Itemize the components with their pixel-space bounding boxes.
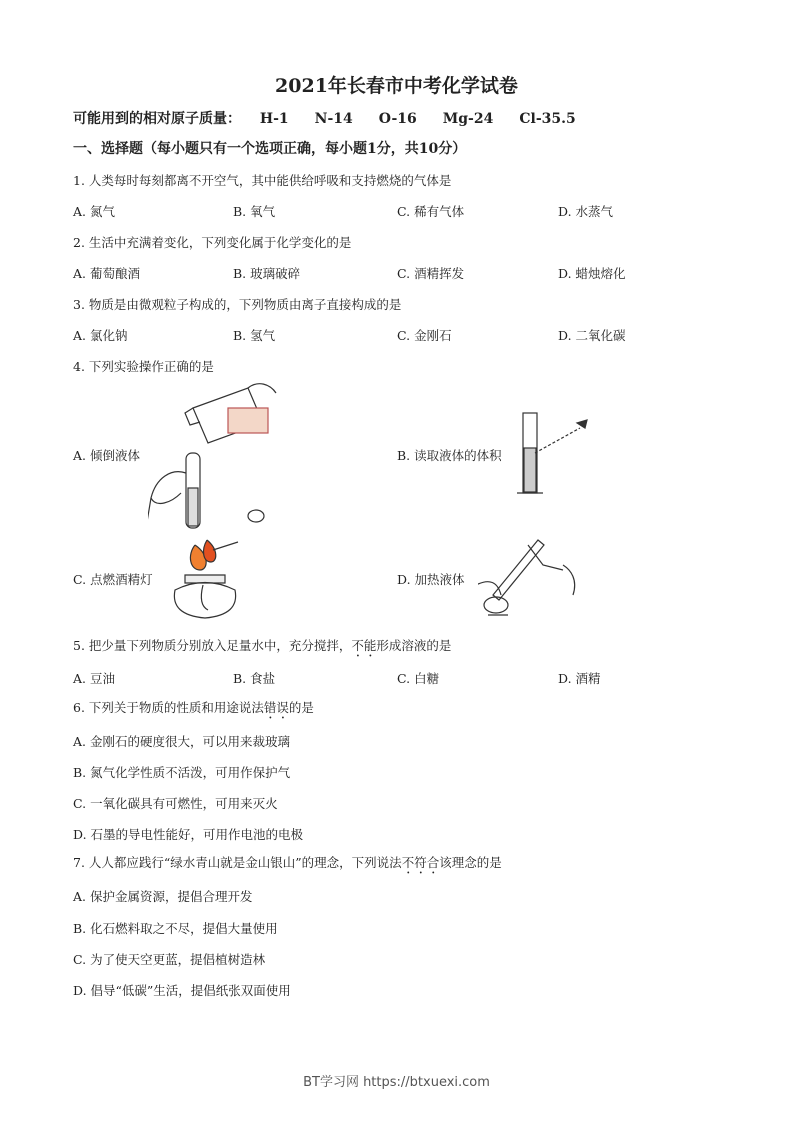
question-text: 6. 下列关于物质的性质和用途说法	[73, 700, 264, 715]
option: B. 化石燃料取之不尽，提倡大量使用	[73, 921, 278, 936]
option: C. 金刚石	[397, 328, 452, 343]
question-5	[73, 638, 451, 660]
emphasized-text: 不符合	[401, 855, 440, 870]
question-1: 1. 人类每时每刻都离不开空气，其中能供给呼吸和支持燃烧的气体是	[73, 173, 452, 188]
option: D. 二氧化碳	[558, 328, 626, 343]
option: C. 点燃酒精灯	[73, 572, 153, 587]
emphasized-text: 错误	[263, 700, 289, 715]
option: D. 加热液体	[397, 572, 465, 587]
option: B. 氮气化学性质不活泼，可用作保护气	[73, 765, 291, 780]
option: A. 豆油	[73, 671, 115, 686]
option: C. 一氧化碳具有可燃性，可用来灭火	[73, 796, 278, 811]
option: A. 倾倒液体	[73, 448, 140, 463]
question-7	[73, 855, 502, 877]
question-text: 形成溶液的是	[376, 638, 452, 653]
footer-watermark: BT学习网 https://btxuexi.com	[303, 1075, 490, 1090]
atomic-masses	[73, 111, 576, 127]
question-text: 该理念的是	[439, 855, 502, 870]
section-heading: 一、选择题（每小题只有一个选项正确，每小题1分，共10分）	[73, 141, 467, 157]
alcohol-lamp-figure	[165, 535, 240, 620]
option: D. 蜡烛熔化	[558, 266, 626, 281]
option: A. 金刚石的硬度很大，可以用来裁玻璃	[73, 734, 290, 749]
option: B. 氧气	[233, 204, 276, 219]
masses-label: 可能用到的相对原子质量：	[73, 111, 241, 127]
mass-item: O-16	[378, 111, 417, 127]
option: A. 保护金属资源，提倡合理开发	[73, 889, 253, 904]
option: D. 石墨的导电性能好，可用作电池的电极	[73, 827, 304, 842]
mass-item: N-14	[314, 111, 353, 127]
option: B. 氢气	[233, 328, 276, 343]
mass-item: Cl-35.5	[519, 111, 576, 127]
option: A. 氮气	[73, 204, 115, 219]
pouring-liquid-figure	[148, 378, 278, 533]
measuring-cylinder-figure	[515, 408, 595, 500]
question-3: 3. 物质是由微观粒子构成的，下列物质由离子直接构成的是	[73, 297, 402, 312]
question-4: 4. 下列实验操作正确的是	[73, 359, 214, 374]
question-text: 7. 人人都应践行“绿水青山就是金山银山”的理念，下列说法	[73, 855, 402, 870]
option: B. 玻璃破碎	[233, 266, 301, 281]
option: B. 读取液体的体积	[397, 448, 502, 463]
option: D. 酒精	[558, 671, 601, 686]
option: D. 水蒸气	[558, 204, 614, 219]
option: A. 葡萄酿酒	[73, 266, 140, 281]
option: D. 倡导“低碳”生活，提倡纸张双面使用	[73, 983, 291, 998]
question-text: 的是	[288, 700, 314, 715]
question-2: 2. 生活中充满着变化，下列变化属于化学变化的是	[73, 235, 352, 250]
option: C. 稀有气体	[397, 204, 465, 219]
option: B. 食盐	[233, 671, 276, 686]
question-6	[73, 700, 314, 722]
question-text: 5. 把少量下列物质分别放入足量水中，充分搅拌，	[73, 638, 352, 653]
mass-item: H-1	[259, 111, 289, 127]
option: C. 白糖	[397, 671, 440, 686]
option: A. 氯化钠	[73, 328, 128, 343]
option: C. 为了使天空更蓝，提倡植树造林	[73, 952, 266, 967]
emphasized-text: 不能	[351, 638, 377, 653]
option: C. 酒精挥发	[397, 266, 465, 281]
heating-liquid-figure	[478, 535, 583, 620]
page-title: 2021年长春市中考化学试卷	[275, 75, 518, 97]
mass-item: Mg-24	[442, 111, 494, 127]
